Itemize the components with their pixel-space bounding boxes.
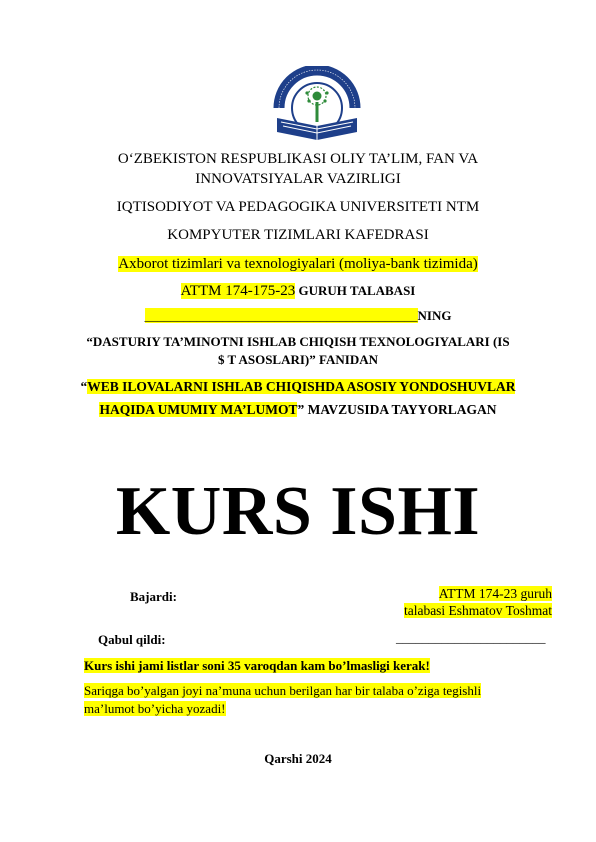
topic-line-1 xyxy=(0,378,596,396)
topic-highlight-1: WEB ILOVALARNI ISHLAB CHIQISHDA ASOSIY YONDOSHUVLAR xyxy=(87,379,516,394)
ministry-line-1: O‘ZBEKISTON RESPUBLIKASI OLIY TA’LIM, FAN VA xyxy=(117,151,479,167)
group-suffix: GURUH TALABASI xyxy=(295,283,416,298)
done-by-value-line-1: ATTM 174-23 guruh xyxy=(438,586,552,601)
note-sample-info xyxy=(84,682,481,718)
university-logo xyxy=(271,66,363,144)
topic-line-2 xyxy=(0,401,596,419)
university-name: IQTISODIYOT VA PEDAGOGIKA UNIVERSITETI NTM xyxy=(116,199,480,215)
topic-suffix: ” MAVZUSIDA TAYYORLAGAN xyxy=(297,402,497,417)
subject-line-2: $ T ASOSLARI)” FANIDAN xyxy=(217,352,378,367)
group-line xyxy=(0,282,596,300)
document-title: KURS ISHI xyxy=(115,473,481,550)
city-year: Qarshi 2024 xyxy=(264,751,332,766)
accepted-label: Qabul qildi: xyxy=(98,632,166,647)
note-page-count-text: Kurs ishi jami listlar soni 35 varoqdan kam bo’lmasligi kerak! xyxy=(84,658,430,673)
student-name-line xyxy=(0,307,596,324)
group-highlight: ATTM 174-175-23 xyxy=(180,283,296,299)
done-by-label: Bajardi: xyxy=(130,589,177,604)
subject-line-1: “DASTURIY TA’MINOTNI ISHLAB CHIQISH TEXNOLOGIYALARI (IS xyxy=(86,334,510,349)
ministry-line-2: INNOVATSIYALAR VAZIRLIGI xyxy=(195,171,401,187)
note-sample-line-1: Sariqga bo’yalgan joyi na’muna uchun berilgan har bir talaba o’ziga tegishli xyxy=(84,683,482,698)
done-by-value-line-2: talabasi Eshmatov Toshmat xyxy=(403,603,552,618)
topic-highlight-2: HAQIDA UMUMIY MA’LUMOT xyxy=(99,402,298,417)
topic-open-quote: “ xyxy=(80,379,88,394)
done-by-value xyxy=(300,585,552,619)
student-blank: __________________________________________ xyxy=(144,308,418,323)
department-name: KOMPYUTER TIZIMLARI KAFEDRASI xyxy=(167,227,429,243)
student-suffix: NING xyxy=(417,308,452,323)
specialty-line xyxy=(0,255,596,273)
specialty-highlight: Axborot tizimlari va texnologiyalari (moliya-bank tizimida) xyxy=(118,256,478,272)
note-page-count xyxy=(84,657,430,674)
note-sample-line-2: ma’lumot bo’yicha yozadi! xyxy=(84,701,226,716)
accepted-signature-blank: _______________________ xyxy=(396,630,546,645)
